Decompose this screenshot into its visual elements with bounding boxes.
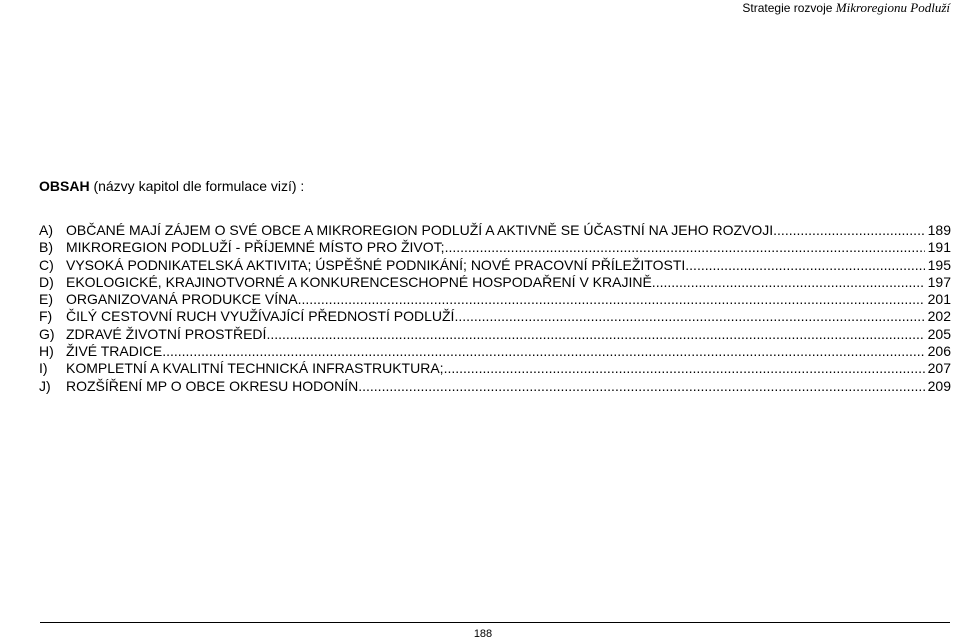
toc-entry[interactable]: [39, 274, 951, 291]
toc-entry-leader: [689, 257, 924, 274]
running-header: [742, 1, 950, 15]
toc-entry-page[interactable]: 202: [927, 308, 951, 325]
toc-entry-letter: A): [39, 222, 53, 238]
toc-entry-leader: [162, 343, 924, 360]
toc-entry-leader: [445, 239, 925, 256]
toc-entry-leader: [656, 274, 925, 291]
toc-entry-title[interactable]: ORGANIZOVANÁ PRODUKCE VÍNA: [66, 291, 298, 308]
toc-entry-title[interactable]: KOMPLETNÍ A KVALITNÍ TECHNICKÁ INFRASTRUKTURA;: [66, 360, 444, 377]
toc-heading: [39, 178, 304, 194]
toc-entry[interactable]: [39, 343, 951, 360]
toc-entry[interactable]: [39, 257, 951, 274]
toc-entry-leader: [454, 308, 924, 325]
toc-entry-page[interactable]: 195: [927, 256, 951, 273]
toc-entry[interactable]: [39, 239, 951, 256]
toc-entry-page[interactable]: 197: [927, 273, 951, 290]
toc-heading-rest: (názvy kapitol dle formulace vizí) :: [89, 178, 305, 194]
toc-entry-page[interactable]: 191: [927, 239, 951, 256]
toc-entry[interactable]: [39, 222, 951, 239]
toc-entry-letter: E): [39, 291, 53, 308]
footer-divider: [40, 622, 950, 623]
toc-entry-title[interactable]: ŽIVÉ TRADICE: [66, 343, 163, 360]
toc-entry[interactable]: [39, 326, 951, 343]
toc-entry-title[interactable]: ROZŠÍŘENÍ MP O OBCE OKRESU HODONÍN: [66, 377, 359, 394]
toc-entry-letter: F): [39, 308, 53, 325]
toc-entry-title[interactable]: VYSOKÁ PODNIKATELSKÁ AKTIVITA; ÚSPĚŠNÉ PODNIKÁNÍ; NOVÉ PRACOVNÍ PŘÍLEŽITOSTI.: [66, 256, 690, 273]
toc-entry-leader: [777, 222, 925, 239]
toc-entry-title[interactable]: OBČANÉ MAJÍ ZÁJEM O SVÉ OBCE A MIKROREGION PODLUŽÍ A AKTIVNĚ SE ÚČASTNÍ NA JEHO ROZVOJI.: [66, 222, 778, 238]
toc-entry-letter: J): [39, 377, 51, 394]
toc-entry-page[interactable]: 209: [927, 377, 951, 394]
toc-entry[interactable]: [39, 291, 951, 308]
toc-entry-page[interactable]: 206: [927, 343, 951, 360]
toc-entry-letter: B): [39, 239, 53, 256]
toc-entry-title[interactable]: ČILÝ CESTOVNÍ RUCH VYUŽÍVAJÍCÍ PŘEDNOSTÍ PODLUŽÍ: [66, 308, 455, 325]
page-number: 188: [473, 628, 493, 640]
toc-entry-page[interactable]: 205: [927, 325, 951, 342]
toc-entry-page[interactable]: 201: [927, 291, 951, 308]
running-header-prefix: Strategie rozvoje: [742, 1, 833, 15]
toc-heading-bold: OBSAH: [39, 178, 90, 194]
toc-entry-page[interactable]: 207: [927, 360, 951, 377]
toc-entry-letter: C): [39, 256, 54, 273]
toc-entry-leader: [444, 360, 925, 377]
toc-entry-letter: H): [39, 343, 54, 360]
running-header-italic: Mikroregionu Podluží: [835, 0, 950, 15]
toc-entry-page[interactable]: 189: [927, 222, 951, 238]
toc-entry-letter: I): [39, 360, 48, 377]
toc-entry-letter: G): [39, 325, 55, 342]
toc-entry-title[interactable]: MIKROREGION PODLUŽÍ - PŘÍJEMNÉ MÍSTO PRO ŽIVOT;: [66, 239, 445, 256]
toc-entry-leader: [298, 291, 925, 308]
toc-entry[interactable]: [39, 378, 951, 395]
toc-entry[interactable]: [39, 308, 951, 325]
toc-entry[interactable]: [39, 360, 951, 377]
toc-list: [39, 222, 951, 395]
toc-entry-letter: D): [39, 273, 54, 290]
toc-entry-leader: [358, 378, 924, 395]
toc-entry-title[interactable]: ZDRAVÉ ŽIVOTNÍ PROSTŘEDÍ: [66, 325, 267, 342]
toc-entry-leader: [266, 326, 924, 343]
toc-entry-title[interactable]: EKOLOGICKÉ, KRAJINOTVORNÉ A KONKURENCESCHOPNÉ HOSPODAŘENÍ V KRAJINĚ.: [66, 273, 656, 290]
